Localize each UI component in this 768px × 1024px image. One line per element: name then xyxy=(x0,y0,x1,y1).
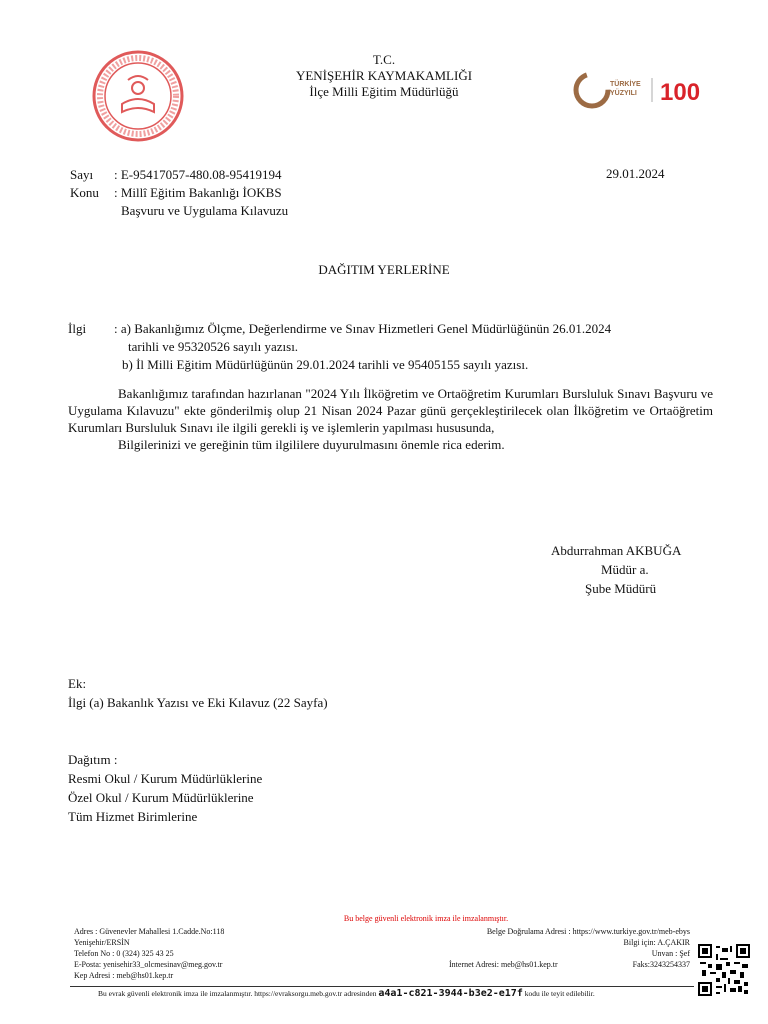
dagitim-item: Resmi Okul / Kurum Müdürlüklerine xyxy=(68,771,263,786)
ilgi-label: İlgi xyxy=(68,321,87,336)
footer-info xyxy=(420,926,690,970)
footer-verify-address[interactable]: Belge Doğrulama Adresi : https://www.turkiye.gov.tr/meb-ebys xyxy=(486,927,690,936)
footer-email: E-Posta: yenisehir33_olcmesinav@meg.gov.tr xyxy=(74,960,223,969)
dagitim-label: Dağıtım : xyxy=(68,752,118,767)
signer-name: Abdurrahman AKBUĞA xyxy=(551,543,682,558)
distribution-title: DAĞITIM YERLERİNE xyxy=(318,262,450,277)
body-paragraph-1: Bakanlığımız tarafından hazırlanan "2024 Yılı İlköğretim ve Ortaöğretim Kurumları Bursluluk Sınavı Başvuru ve Uygulama Kılavuzu" ekte gönderilmiş olup 21 Nisan 2024 Pazar günü gerçekleştirilecek olan İlköğretim ve Ortaöğretim Kurumları Bursluluk Sınavı ile ilgili gerekli iş ve işlemlerin yapılması hususunda, xyxy=(68,386,713,435)
body-paragraph-2: Bilgilerinizi ve gereğinin tüm ilgililere duyurulmasını önemle rica ederim. xyxy=(118,437,505,452)
document-date: 29.01.2024 xyxy=(606,166,665,181)
signature-block xyxy=(540,541,681,598)
ilgi-b-line: b) İl Milli Eğitim Müdürlüğünün 29.01.2024 tarihli ve 95405155 sayılı yazısı. xyxy=(122,357,529,372)
header-kaymakamlik: YENİŞEHİR KAYMAKAMLIĞI xyxy=(295,68,473,83)
footer-kep: Kep Adresi : meb@hs01.kep.tr xyxy=(74,971,174,980)
qr-code-icon xyxy=(698,944,750,996)
dagitim-item: Tüm Hizmet Birimlerine xyxy=(68,809,198,824)
ek-label: Ek: xyxy=(68,676,87,691)
attachments-section xyxy=(68,674,328,712)
signer-title-1: Müdür a. xyxy=(601,562,649,577)
ilgi-section xyxy=(68,320,718,374)
turkiye-yuzyili-logo-icon xyxy=(572,70,722,110)
logo-100: 100 xyxy=(660,79,701,106)
footer-address-2: Yenişehir/ERSİN xyxy=(74,938,130,947)
distribution-list xyxy=(68,750,262,826)
konu-value-cont: Başvuru ve Uygulama Kılavuzu xyxy=(121,203,289,218)
footer-divider xyxy=(70,986,694,987)
header-tc: T.C. xyxy=(372,52,396,67)
signer-title-2: Şube Müdürü xyxy=(585,581,657,596)
verification-suffix: kodu ile teyit edilebilir. xyxy=(524,989,595,998)
body-text xyxy=(68,385,713,453)
header-mudurluk: İlçe Milli Eğitim Müdürlüğü xyxy=(309,84,459,99)
footer-info-person: Bilgi için: A.ÇAKIR xyxy=(623,938,690,947)
ek-item: İlgi (a) Bakanlık Yazısı ve Eki Kılavuz (22 Sayfa) xyxy=(68,695,328,710)
konu-value: : Millî Eğitim Bakanlığı İOKBS xyxy=(114,185,282,200)
footer-address: Adres : Güvenevler Mahallesi 1.Cadde.No:118 xyxy=(74,927,225,936)
footer-contact xyxy=(74,926,224,981)
footer-fax: Faks:3243254337 xyxy=(632,960,690,969)
footer-internet[interactable]: İnternet Adresi: meb@hs01.kep.tr xyxy=(449,960,558,969)
footer-title: Unvan : Şef xyxy=(651,949,690,958)
logo-text-1: TÜRKİYE xyxy=(610,81,641,88)
sayi-value: : E-95417057-480.08-95419194 xyxy=(114,167,282,182)
sayi-label: Sayı xyxy=(70,167,94,182)
ilgi-a-line1: : a) Bakanlığımız Ölçme, Değerlendirme ve Sınav Hizmetleri Genel Müdürlüğünün 26.01.2024 xyxy=(114,321,612,336)
e-signature-notice: Bu belge güvenli elektronik imza ile imzalanmıştır. xyxy=(343,914,509,923)
footer-phone: Telefon No : 0 (324) 325 43 25 xyxy=(74,949,174,958)
verification-line xyxy=(98,988,595,999)
document-meta xyxy=(70,166,288,220)
logo-text-2: YÜZYILI xyxy=(610,90,637,97)
dagitim-item: Özel Okul / Kurum Müdürlüklerine xyxy=(68,790,254,805)
konu-label: Konu xyxy=(70,185,99,200)
verification-prefix: Bu evrak güvenli elektronik imza ile imzalanmıştır. https://evraksorgu.meb.gov.tr adresinden xyxy=(98,989,377,998)
verification-code: a4a1-c821-3944-b3e2-e17f xyxy=(378,988,523,999)
ilgi-a-line2: tarihli ve 95320526 sayılı yazısı. xyxy=(128,339,299,354)
